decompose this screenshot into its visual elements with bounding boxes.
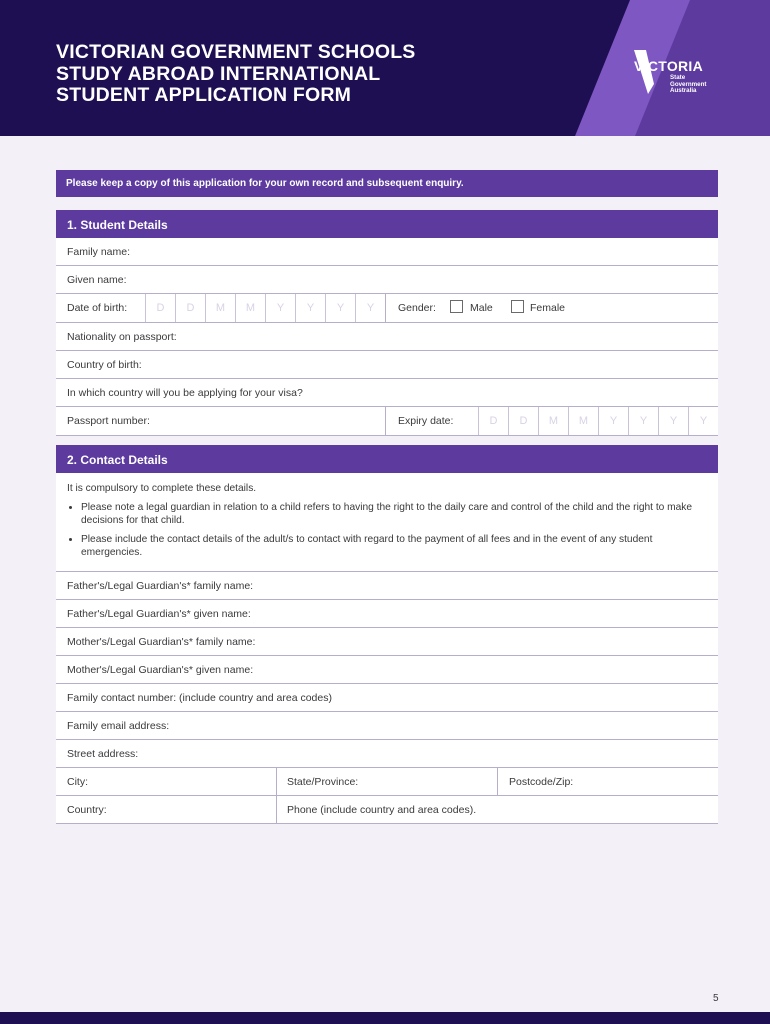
nationality-field[interactable] (56, 323, 718, 351)
date-box[interactable]: D (145, 294, 175, 322)
logo-subtext (670, 75, 706, 95)
instruction-text: It is compulsory to complete these details. (67, 483, 257, 494)
field-label: Date of birth: (67, 302, 128, 314)
dob-input[interactable] (145, 294, 385, 322)
title-line: STUDENT APPLICATION FORM (56, 84, 352, 106)
country-phone-row (56, 796, 718, 824)
date-box[interactable]: Y (598, 407, 628, 435)
victoria-logo (632, 46, 728, 96)
cell-divider (276, 796, 277, 823)
given-name-field[interactable] (56, 266, 718, 294)
field-label: Father's/Legal Guardian's* given name: (67, 608, 251, 620)
cell-divider (497, 768, 498, 795)
field-label: Given name: (67, 274, 127, 286)
family-email-field[interactable] (56, 712, 718, 740)
form-title (56, 42, 416, 107)
father-family-name-field[interactable] (56, 572, 718, 600)
footer-bar (0, 1012, 770, 1024)
date-box[interactable]: Y (658, 407, 688, 435)
date-box[interactable]: Y (628, 407, 658, 435)
family-name-field[interactable] (56, 238, 718, 266)
date-box[interactable]: D (478, 407, 508, 435)
contact-instructions (56, 473, 718, 572)
state-field-label: State/Province: (287, 776, 359, 788)
field-label: Passport number: (67, 415, 150, 427)
country-field-label: Country: (67, 804, 107, 816)
country-of-birth-field[interactable] (56, 351, 718, 379)
field-label: Family email address: (67, 720, 170, 732)
field-label: Family contact number: (include country and area codes) (67, 692, 332, 704)
instruction-bullet: • Please note a legal guardian in relation to a child refers to having the right to the daily care and control of the child and the right to make decisions for that child. (81, 501, 707, 527)
passport-row (56, 407, 718, 436)
field-label: In which country will you be applying for your visa? (67, 387, 303, 399)
checkbox-label: Female (530, 302, 566, 314)
female-checkbox[interactable] (511, 300, 524, 313)
field-label: Country of birth: (67, 359, 142, 371)
street-address-field[interactable] (56, 740, 718, 768)
field-label: Street address: (67, 748, 139, 760)
logo-sub-line: State (670, 74, 686, 81)
mother-given-name-field[interactable] (56, 656, 718, 684)
field-label: Expiry date: (398, 415, 454, 427)
date-box[interactable]: M (538, 407, 568, 435)
male-checkbox[interactable] (450, 300, 463, 313)
checkbox-label: Male (470, 302, 493, 314)
field-label: Gender: (398, 302, 436, 314)
logo-sub-line: Australia (670, 87, 697, 95)
mother-family-name-field[interactable] (56, 628, 718, 656)
field-label: Family name: (67, 246, 131, 258)
date-box[interactable]: M (205, 294, 235, 322)
field-label: Mother's/Legal Guardian's* given name: (67, 664, 254, 676)
date-box[interactable]: Y (325, 294, 355, 322)
logo-brand: VICTORIA (634, 58, 704, 74)
instruction-list (67, 501, 707, 559)
expiry-date-input[interactable] (478, 407, 718, 435)
visa-country-field[interactable] (56, 379, 718, 407)
logo-sub-line: Government (670, 80, 707, 88)
contact-details-section (56, 445, 718, 824)
instruction-bullet: • Please include the contact details of the adult/s to contact with regard to the payment of all fees and in the event of any student emergencies. (81, 533, 707, 559)
date-box[interactable]: Y (688, 407, 718, 435)
father-given-name-field[interactable] (56, 600, 718, 628)
date-box[interactable]: D (175, 294, 205, 322)
date-box[interactable]: Y (265, 294, 295, 322)
dob-gender-row (56, 294, 718, 323)
field-label: Nationality on passport: (67, 331, 177, 343)
notice-banner: Please keep a copy of this application for your own record and subsequent enquiry. (56, 170, 718, 197)
field-label: Father's/Legal Guardian's* family name: (67, 580, 254, 592)
field-label: Mother's/Legal Guardian's* family name: (67, 636, 256, 648)
cell-divider (385, 407, 386, 435)
family-contact-number-field[interactable] (56, 684, 718, 712)
cell-divider (276, 768, 277, 795)
student-details-section (56, 210, 718, 436)
phone-field-label: Phone (include country and area codes). (287, 804, 477, 816)
date-box[interactable]: Y (355, 294, 385, 322)
date-box[interactable]: D (508, 407, 538, 435)
city-state-postcode-row (56, 768, 718, 796)
page-number: 5 (713, 993, 719, 1004)
section-heading: 1. Student Details (56, 210, 718, 238)
postcode-field-label: Postcode/Zip: (509, 776, 574, 788)
date-box[interactable]: Y (295, 294, 325, 322)
title-line: VICTORIAN GOVERNMENT SCHOOLS (56, 41, 416, 63)
cell-divider (385, 294, 386, 322)
title-line: STUDY ABROAD INTERNATIONAL (56, 62, 381, 85)
date-box[interactable]: M (235, 294, 265, 322)
section-heading: 2. Contact Details (56, 445, 718, 473)
city-field-label: City: (67, 776, 88, 788)
page-header (0, 0, 770, 136)
date-box[interactable]: M (568, 407, 598, 435)
